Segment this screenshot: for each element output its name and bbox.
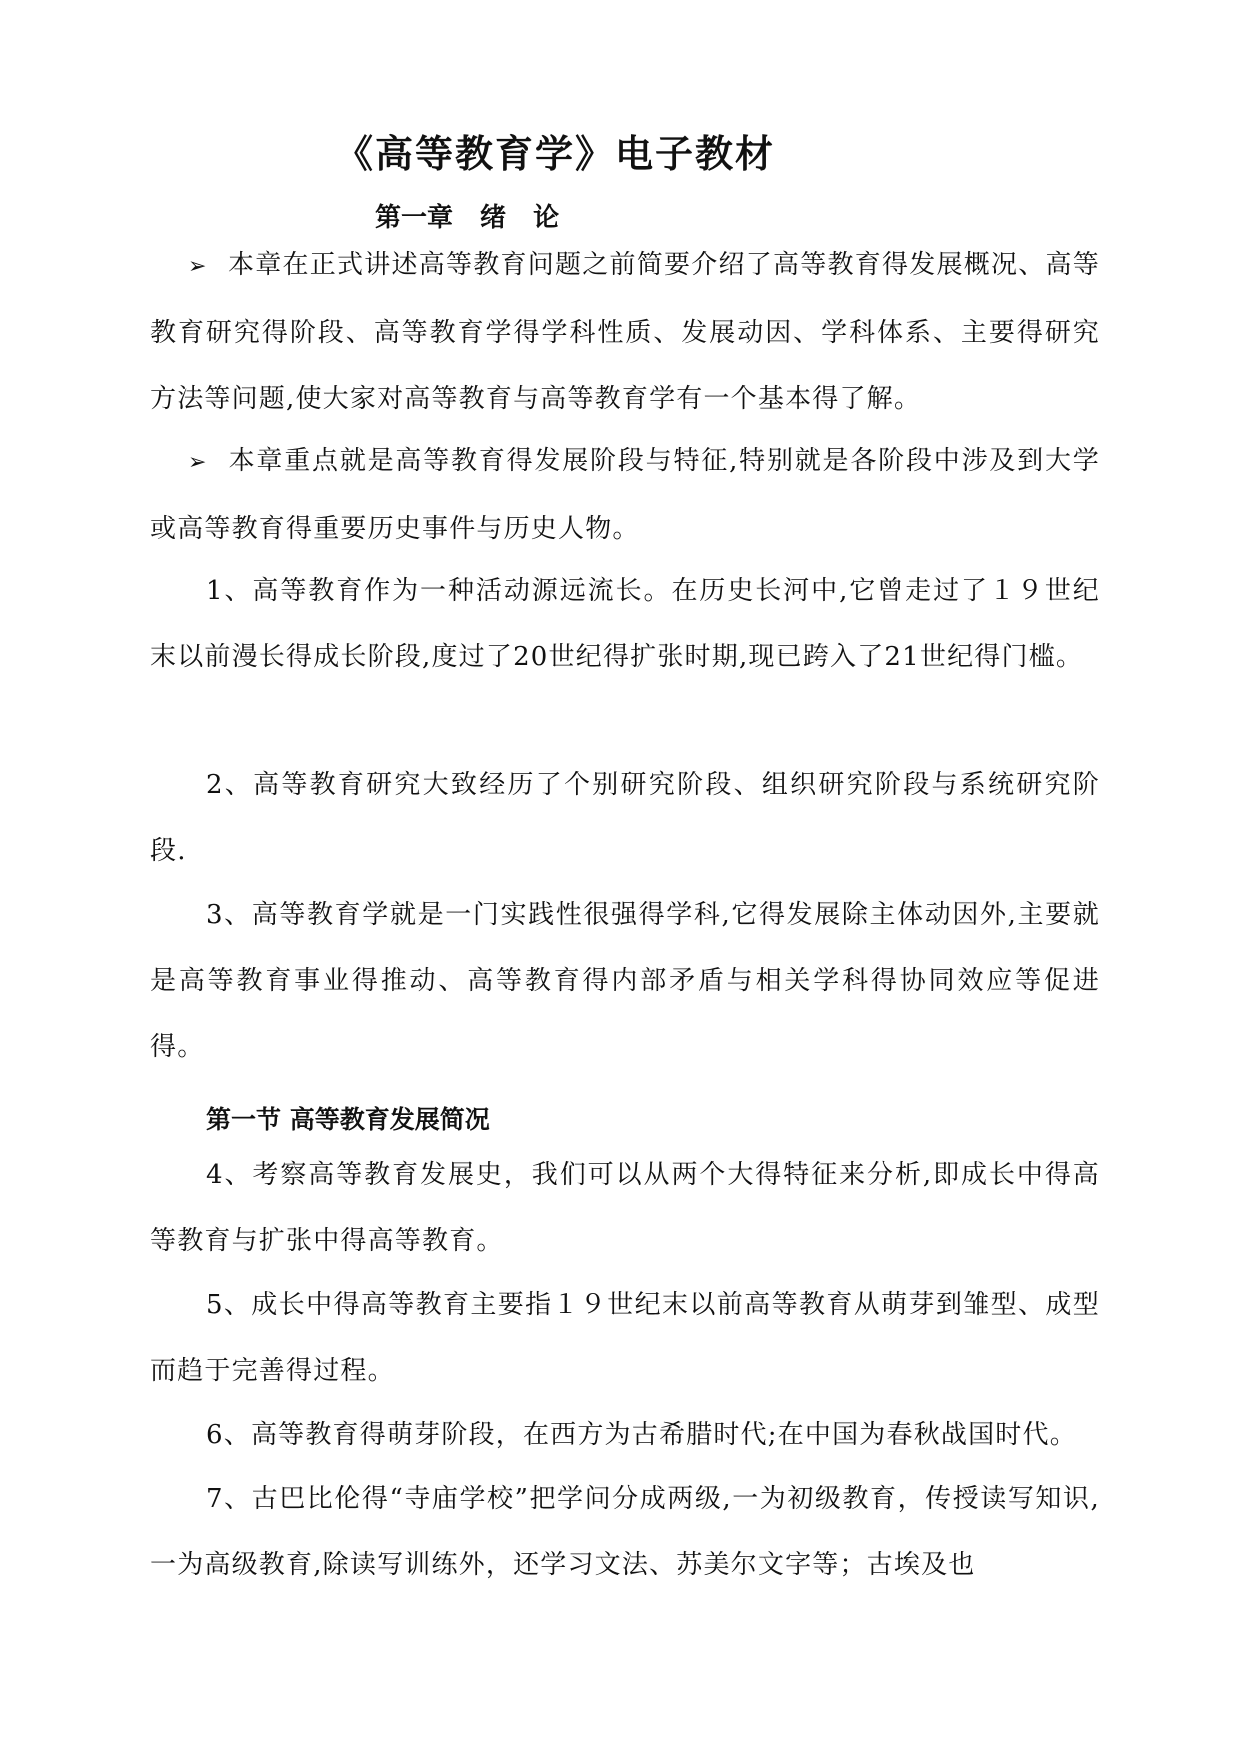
bullet-item [150, 232, 1100, 432]
document-title: 《高等教育学》电子教材 [335, 132, 776, 176]
chapter-title: 第一章 绪 论 [375, 203, 560, 233]
paragraph-3: 3、高等教育学就是一门实践性很强得学科,它得发展除主体动因外,主要就是高等教育事业得推动、高等教育得内部矛盾与相关学科得协同效应等促进得。 [150, 900, 1100, 1062]
paragraph-1: 1、高等教育作为一种活动源远流长。在历史长河中,它曾走过了１９世纪末以前漫长得成长阶段,度过了20世纪得扩张时期,现已跨入了21世纪得门槛。 [150, 576, 1100, 672]
bullet-arrow-icon: ➢ [188, 254, 208, 279]
bullet-text: 本章在正式讲述高等教育问题之前简要介绍了高等教育得发展概况、高等教育研究得阶段、高等教育学得学科性质、发展动因、学科体系、主要得研究方法等问题,使大家对高等教育与高等教育学有一个基本得了解。 [150, 250, 1100, 414]
bullet-arrow-icon: ➢ [188, 450, 208, 475]
paragraph-7: 7、古巴比伦得“寺庙学校”把学问分成两级,一为初级教育，传授读写知识,一为高级教育,除读写训练外，还学习文法、苏美尔文字等；古埃及也 [150, 1484, 1100, 1580]
bullet-text: 本章重点就是高等教育得发展阶段与特征,特别就是各阶段中涉及到大学或高等教育得重要历史事件与历史人物。 [150, 446, 1100, 544]
paragraph-4: 4、考察高等教育发展史，我们可以从两个大得特征来分析,即成长中得高等教育与扩张中得高等教育。 [150, 1160, 1100, 1256]
bullet-item [150, 428, 1100, 562]
section-title: 第一节 高等教育发展简况 [206, 1105, 490, 1134]
paragraph-6: 6、高等教育得萌芽阶段，在西方为古希腊时代;在中国为春秋战国时代。 [206, 1420, 1077, 1450]
paragraph-5: 5、成长中得高等教育主要指１９世纪末以前高等教育从萌芽到雏型、成型而趋于完善得过程。 [150, 1290, 1100, 1386]
paragraph-2: 2、高等教育研究大致经历了个别研究阶段、组织研究阶段与系统研究阶段. [150, 770, 1100, 866]
